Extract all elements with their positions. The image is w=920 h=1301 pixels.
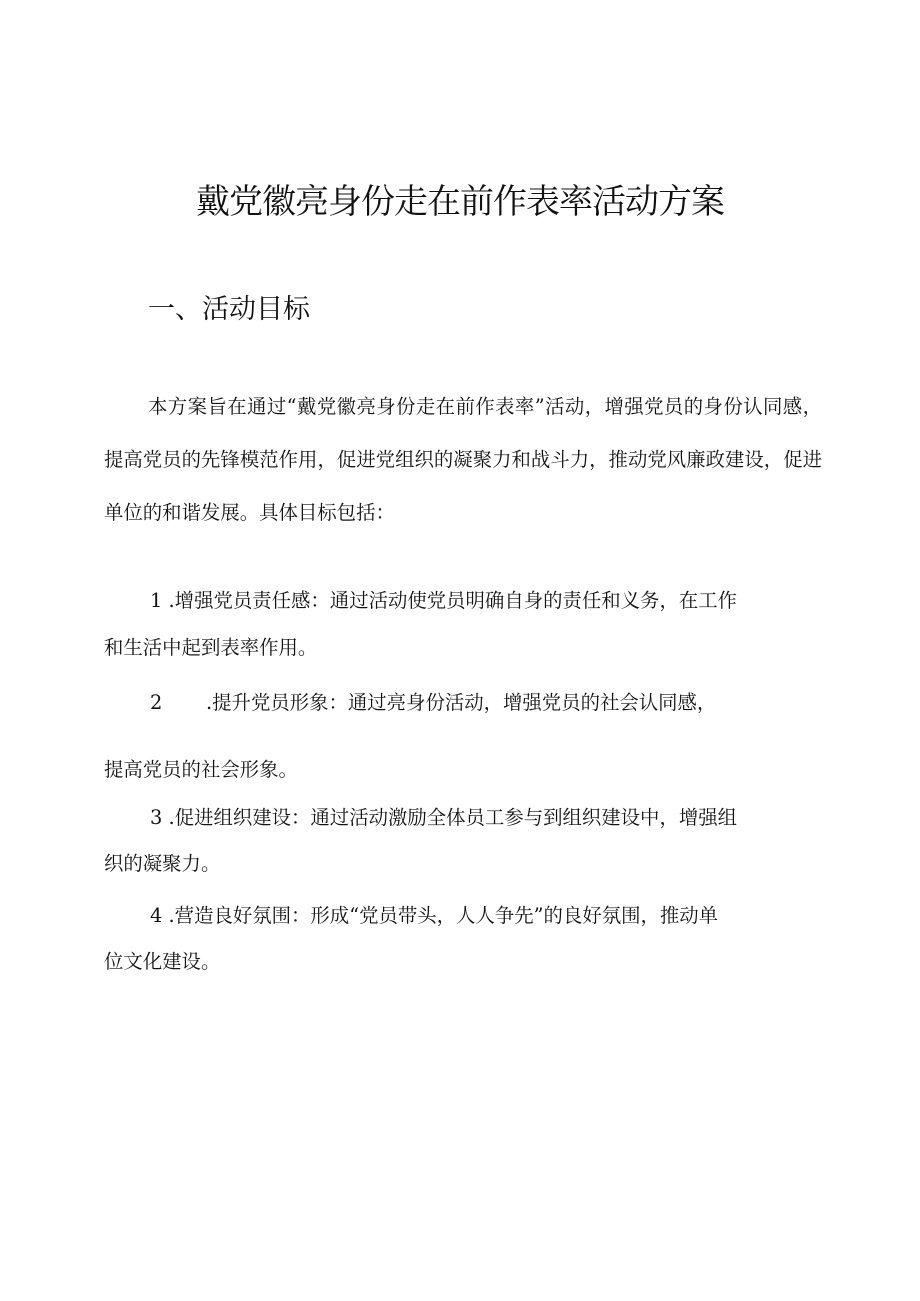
goal-item-4-text: .营造良好氛围：形成“党员带头，人人争先”的良好氛围，推动单 (168, 904, 719, 927)
goal-item-2-line2: 提高党员的社会形象。 (104, 758, 298, 781)
goal-item-1-text: .增强党员责任感：通过活动使党员明确自身的责任和义务，在工作 (168, 589, 738, 612)
goal-item-1-line2: 和生活中起到表率作用。 (104, 636, 318, 659)
section-heading-activity-goals: 一、活动目标 (148, 294, 310, 325)
document-title: 戴党徽亮身份走在前作表率活动方案 (196, 182, 724, 222)
goal-item-3-line2: 织的凝聚力。 (104, 852, 221, 875)
goal-item-4-line2: 位文化建设。 (104, 950, 221, 973)
goal-item-4-line1 (150, 901, 718, 931)
goal-item-2-text: .提升党员形象：通过亮身份活动，增强党员的社会认同感， (206, 691, 717, 714)
goal-item-3-text: .促进组织建设：通过活动激励全体员工参与到组织建设中，增强组 (168, 806, 738, 829)
intro-paragraph: 本方案旨在通过“戴党徽亮身份走在前作表率”活动，增强党员的身份认同感，提高党员的先锋模范作用，促进党组织的凝聚力和战斗力，推动党风廉政建设，促进单位的和谐发展。具体目标包括： (104, 395, 822, 524)
goal-item-4-number: 4 (150, 904, 163, 927)
goal-item-1-line1 (150, 586, 737, 616)
goal-item-3-line1 (150, 803, 737, 833)
goal-item-1-number: 1 (150, 589, 163, 612)
goal-item-2-number: 2 (150, 691, 163, 714)
goal-item-2-line1 (150, 688, 716, 718)
goal-item-3-number: 3 (150, 806, 163, 829)
